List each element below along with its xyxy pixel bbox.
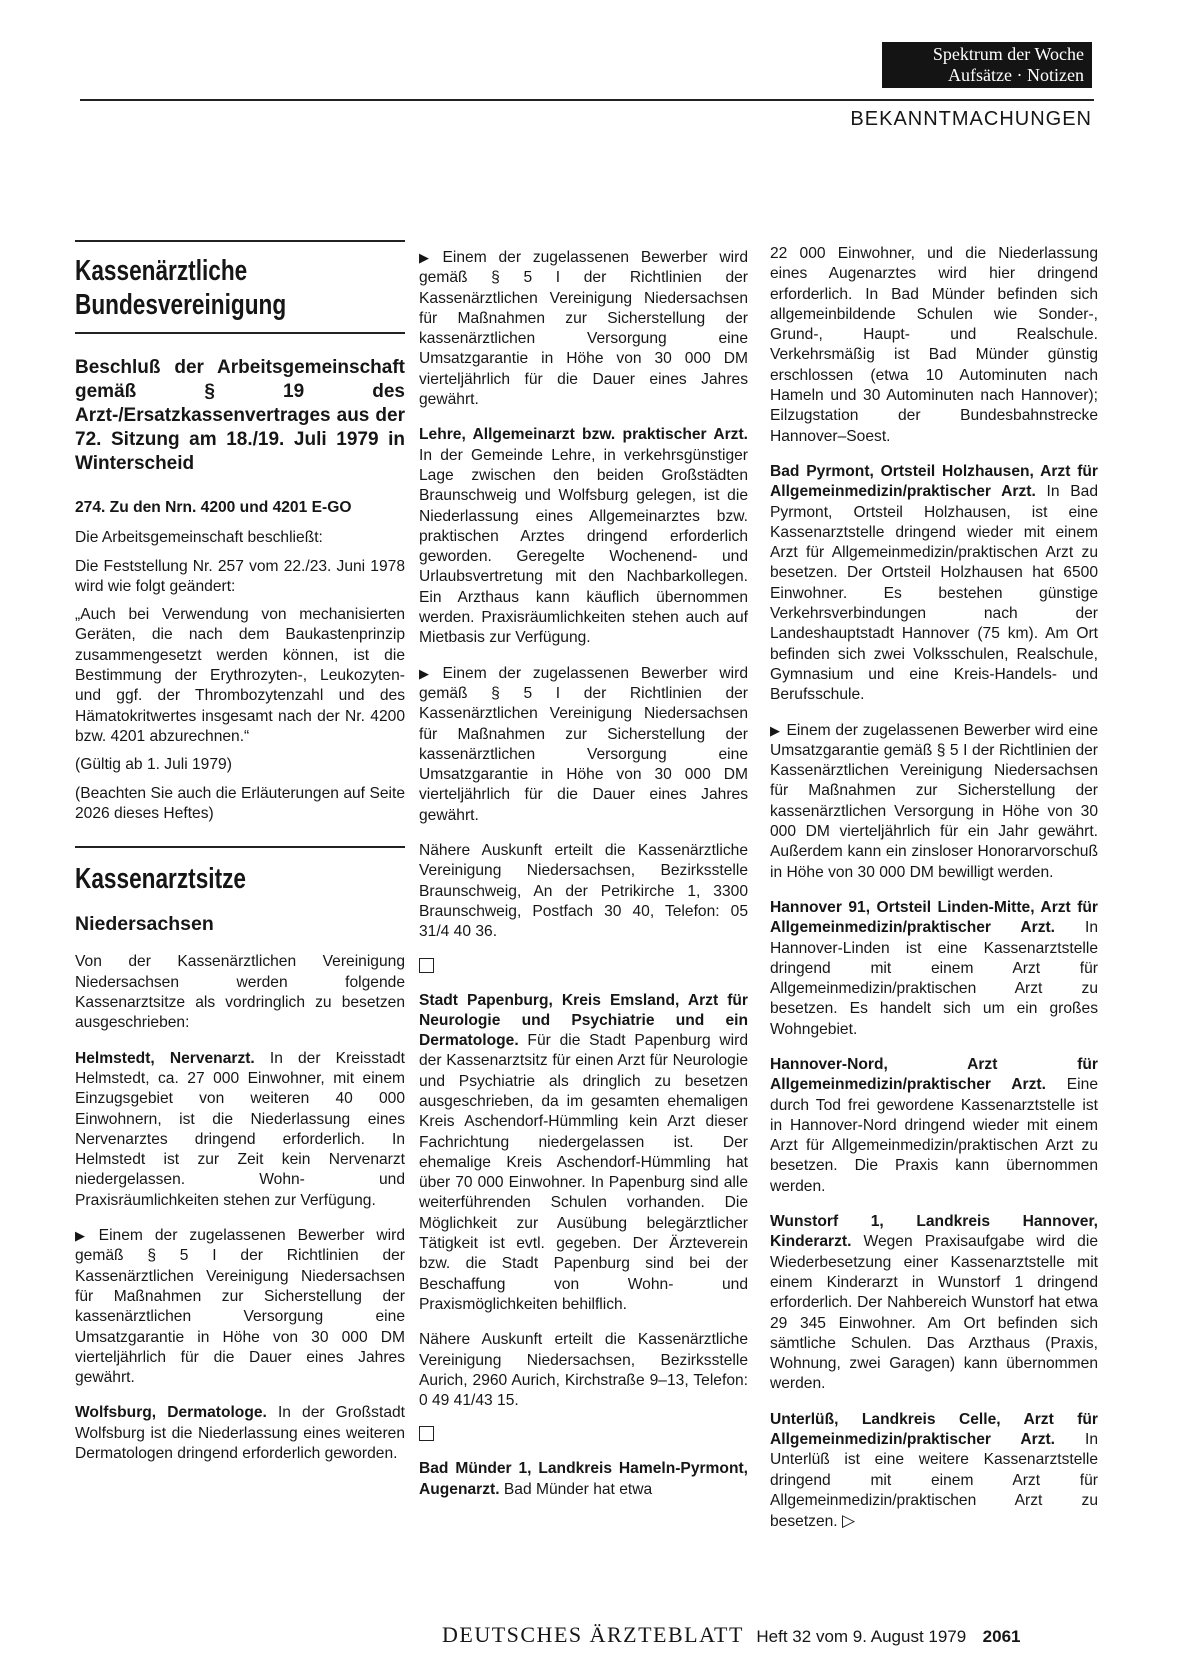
guarantee-paragraph	[419, 664, 748, 826]
rule	[75, 240, 405, 242]
listing-heading: Bad Münder 1, Landkreis Hameln-Pyrmont, Augenarzt.	[419, 1460, 748, 1498]
listing-text: In Bad Pyrmont, Ortsteil Holzhausen, ist eine Kassenarztstelle dringend wieder mit einem Arzt für Allgemeinmedizin/praktischen Arzt zu besetzen. Der Ortsteil Holzhausen hat 6500 Einwohner. Es bestehen günstige Verkehrsverbindungen nach der Landeshauptstadt Hannover (75 km). Am Ort befinden sich zwei Volksschulen, Realschule, Gymnasium und eine Kreis-Handels- und Berufsschule.	[770, 483, 1098, 704]
org-title	[75, 254, 403, 322]
journal-name: DEUTSCHES ÄRZTEBLATT	[442, 1622, 744, 1647]
info-paragraph: Nähere Auskunft erteilt die Kassenärztliche Vereinigung Niedersachsen, Bezirksstelle Aurich, 2960 Aurich, Kirchstraße 9–13, Telefon: 0 49 41/43 15.	[419, 1331, 748, 1410]
footer	[442, 1622, 1021, 1648]
listing-wolfsburg	[75, 1403, 405, 1464]
listing-heading: Unterlüß, Landkreis Celle, Arzt für Allgemeinmedizin/praktischer Arzt.	[770, 1410, 1098, 1449]
guarantee-paragraph	[75, 1226, 405, 1388]
listing-hannover-nord	[770, 1055, 1098, 1197]
listing-text: In der Großstadt Wolfsburg ist die Niederlassung eines weiteren Dermatologen dringend erforderlich geworden.	[75, 1404, 405, 1462]
listing-text: Für die Stadt Papenburg wird der Kassenarztsitz für einen Arzt für Neurologie und Psychiatrie als dringlich zu besetzen ausgeschrieben, da im gesamten ehemaligen Kreis Aschendorf-Hümmling kein Arzt dieser Fachrichtung niedergelassen ist. Der ehemalige Kreis Aschendorf-Hümmling hat über 70 000 Einwohner. In Papenburg sind alle weiterführenden Schulen vorhanden. Die Möglichkeit zur Ausübung belegärztlicher Tätigkeit ist evtl. gegeben. Der Ärzteverein bzw. die Stadt Papenburg sind bei der Beschaffung von Wohn- und Praxismöglichkeiten behilflich.	[419, 1032, 748, 1313]
guarantee-text: Einem der zugelassenen Bewerber wird gemäß § 5 I der Richtlinien der Kassenärztlichen Vereinigung Niedersachsen für Maßnahmen zur Sicherstellung der kassenärztlichen Versorgung eine Umsatzgarantie in Höhe von 30 000 DM vierteljährlich für die Dauer eines Jahres gewährt.	[75, 1227, 405, 1387]
validity-note: (Gültig ab 1. Juli 1979)	[75, 756, 232, 774]
listing-bad-muender	[419, 1459, 748, 1500]
listing-heading: Bad Pyrmont, Ortsteil Holzhausen, Arzt für Allgemeinmedizin/praktischer Arzt.	[770, 462, 1098, 501]
header-badge	[882, 42, 1092, 88]
listing-text: In der Kreisstadt Helmstedt, ca. 27 000 Einwohner, mit einem Einzugsgebiet von weiteren 40 000 Einwohnern, ist die Niederlassung eines Nervenarztes dringend erforderlich. In Helmstedt ist zur Zeit kein Nervenarzt niedergelassen. Wohn- und Praxisräumlichkeiten stehen zur Verfügung.	[75, 1049, 405, 1209]
listing-papenburg	[419, 991, 748, 1316]
page-number: 2061	[982, 1627, 1021, 1646]
listing-lehre	[419, 425, 748, 648]
region-title: Niedersachsen	[75, 913, 214, 936]
listing-bad-muender-continued: 22 000 Einwohner, und die Niederlassung eines Augenarztes wird hier dringend erforderlich. In Bad Münder befinden sich allgemeinbildende Schulen wie Sonder-, Grund-, Haupt- und Realschule. Verkehrsmäßig ist Bad Münder günstig erschlossen (etwa 10 Autominuten nach Hameln und 30 Autominuten nach Hannover); Eilzugstation der Bundesbahnstrecke Hannover–Soest.	[770, 245, 1098, 445]
listing-helmstedt	[75, 1049, 405, 1211]
rule	[75, 846, 405, 848]
listing-text: Eine durch Tod frei gewordene Kassenarztstelle ist in Hannover-Nord dringend wieder mit einem Arzt für Allgemeinmedizin/praktischen Arzt zu besetzen. Die Praxis kann übernommen werden.	[770, 1076, 1098, 1195]
empty-square-icon	[419, 1426, 434, 1441]
listing-text: Bad Münder hat etwa	[499, 1480, 653, 1498]
reference-note: (Beachten Sie auch die Erläuterungen auf Seite 2026 dieses Heftes)	[75, 784, 405, 822]
listing-text: In der Gemeinde Lehre, in verkehrsgünstiger Lage zwischen den beiden Großstädten Braunschweig und Wolfsburg gelegen, ist die Niederlassung eines Allgemeinarztes bzw. praktischen Arztes dringend erforderlich geworden. Geregelte Wochenend- und Urlaubsvertretung mit den Nachbarkollegen. Ein Arzthaus kann käuflich übernommen werden. Praxisräumlichkeiten stehen auch auf Mietbasis zur Verfügung.	[419, 446, 748, 647]
guarantee-text: Einem der zugelassenen Bewerber wird gemäß § 5 I der Richtlinien der Kassenärztlichen Vereinigung Niedersachsen für Maßnahmen zur Sicherstellung der kassenärztlichen Versorgung eine Umsatzgarantie in Höhe von 30 000 DM vierteljährlich für die Dauer eines Jahres gewährt.	[419, 249, 749, 409]
listing-text: In Unterlüß ist eine weitere Kassenarztstelle dringend mit einem Arzt für Allgemeinmedizin/praktischen Arzt zu besetzen.	[770, 1431, 1099, 1531]
column-1	[75, 240, 405, 1479]
listing-bad-pyrmont	[770, 462, 1098, 706]
guarantee-text: Einem der zugelassenen Bewerber wird eine Umsatzgarantie gemäß § 5 I der Richtlinien der Kassenärztlichen Vereinigung Niedersachsen für Maßnahmen zur Sicherstellung der kassenärztlichen Versorgung in Höhe von 30 000 DM vierteljährlich für ein Jahr gewährt. Außerdem kann ein zinsloser Honorarvorschuß in Höhe von 30 000 DM bewilligt werden.	[770, 721, 1099, 881]
listing-heading: Hannover-Nord, Arzt für Allgemeinmedizin/praktischer Arzt.	[770, 1055, 1098, 1094]
listing-wunstorf	[770, 1212, 1098, 1395]
listing-heading: Wolfsburg, Dermatologe.	[75, 1404, 267, 1422]
badge-line-2: Aufsätze · Notizen	[948, 65, 1084, 85]
listing-text: Wegen Praxisaufgabe wird die Wiederbesetzung einer Kassenarztstelle mit einem Kinderarzt in Wunstorf 1 dringend erforderlich. Der Nahbereich Wunstorf hat etwa 29 345 Einwohner. Am Ort befinden sich sämtliche Schulen. Das Arzthaus (Praxis, Wohnung, zwei Garagen) kann übernommen werden.	[770, 1233, 1098, 1393]
listing-text: In Hannover-Linden ist eine Kassenarztstelle dringend mit einem Arzt für Allgemeinmedizin/praktischen Arzt zu besetzen. Es handelt sich um ein großes Wohngebiet.	[770, 919, 1099, 1038]
column-3	[770, 244, 1098, 1548]
guarantee-text: Einem der zugelassenen Bewerber wird gemäß § 5 I der Richtlinien der Kassenärztlichen Vereinigung Niedersachsen für Maßnahmen zur Sicherstellung der kassenärztlichen Versorgung eine Umsatzgarantie in Höhe von 30 000 DM vierteljährlich für die Dauer eines Jahres gewährt.	[419, 664, 749, 824]
badge-line-1: Spektrum der Woche	[932, 44, 1084, 64]
org-title-line-1: Kassenärztliche	[75, 255, 248, 287]
listing-heading: Wunstorf 1, Landkreis Hannover, Kinderarzt.	[770, 1213, 1098, 1251]
bullet-arrow-icon: ▶	[419, 665, 437, 681]
rule	[75, 332, 405, 334]
item-heading: 274. Zu den Nrn. 4200 und 4201 E-GO	[75, 499, 352, 516]
guarantee-paragraph	[419, 248, 748, 410]
guarantee-paragraph	[770, 721, 1098, 883]
org-title-line-2: Bundesvereinigung	[75, 289, 287, 321]
empty-square-icon	[419, 958, 434, 973]
section-label: BEKANNTMACHUNGEN	[850, 108, 1092, 130]
quote: „Auch bei Verwendung von mechanisierten Geräten, die nach dem Baukastenprinzip zusammengesetzt werden können, ist die Bestimmung der Erythrozyten-, Leukozyten- und ggf. der Thrombozytenzahl und des Hämatokritwertes insgesamt nach der Nr. 4200 bzw. 4201 abzurechnen.“	[75, 606, 405, 745]
bullet-arrow-icon: ▶	[770, 722, 781, 738]
continued-arrow-icon: ▷	[841, 1511, 856, 1531]
column-2	[419, 248, 748, 1515]
paragraph: Die Arbeitsgemeinschaft beschließt:	[75, 529, 323, 547]
bullet-arrow-icon: ▶	[419, 250, 437, 265]
listing-heading: Stadt Papenburg, Kreis Emsland, Arzt für Neurologie und Psychiatrie und ein Dermatologe.	[419, 991, 748, 1050]
section-title: Kassenarztsitze	[75, 863, 246, 896]
listing-hannover-linden	[770, 898, 1098, 1040]
listing-unterluess	[770, 1410, 1098, 1533]
info-paragraph: Nähere Auskunft erteilt die Kassenärztliche Vereinigung Niedersachsen, Bezirksstelle Braunschweig, An der Petrikirche 1, 3300 Braunschweig, Postfach 30 40, Telefon: 05 31/4 40 36.	[419, 842, 748, 941]
issue-info: Heft 32 vom 9. August 1979	[756, 1627, 967, 1646]
listing-heading: Hannover 91, Ortsteil Linden-Mitte, Arzt für Allgemeinmedizin/praktischer Arzt.	[770, 898, 1098, 937]
intro-paragraph: Von der Kassenärztlichen Vereinigung Niedersachsen werden folgende Kassenarztsitze als vordringlich zu besetzen ausgeschrieben:	[75, 953, 405, 1032]
paragraph: Die Feststellung Nr. 257 vom 22./23. Juni 1978 wird wie folgt geändert:	[75, 557, 405, 595]
bullet-arrow-icon: ▶	[75, 1228, 93, 1244]
listing-heading: Lehre, Allgemeinarzt bzw. praktischer Arzt.	[419, 426, 748, 444]
resolution-title: Beschluß der Arbeitsgemeinschaft gemäß § 19 des Arzt-/Ersatzkassenvertrages aus der 72. Sitzung am 18./19. Juli 1979 in Winterscheid	[75, 357, 405, 474]
top-rule	[80, 99, 1094, 101]
listing-heading: Helmstedt, Nervenarzt.	[75, 1049, 255, 1067]
